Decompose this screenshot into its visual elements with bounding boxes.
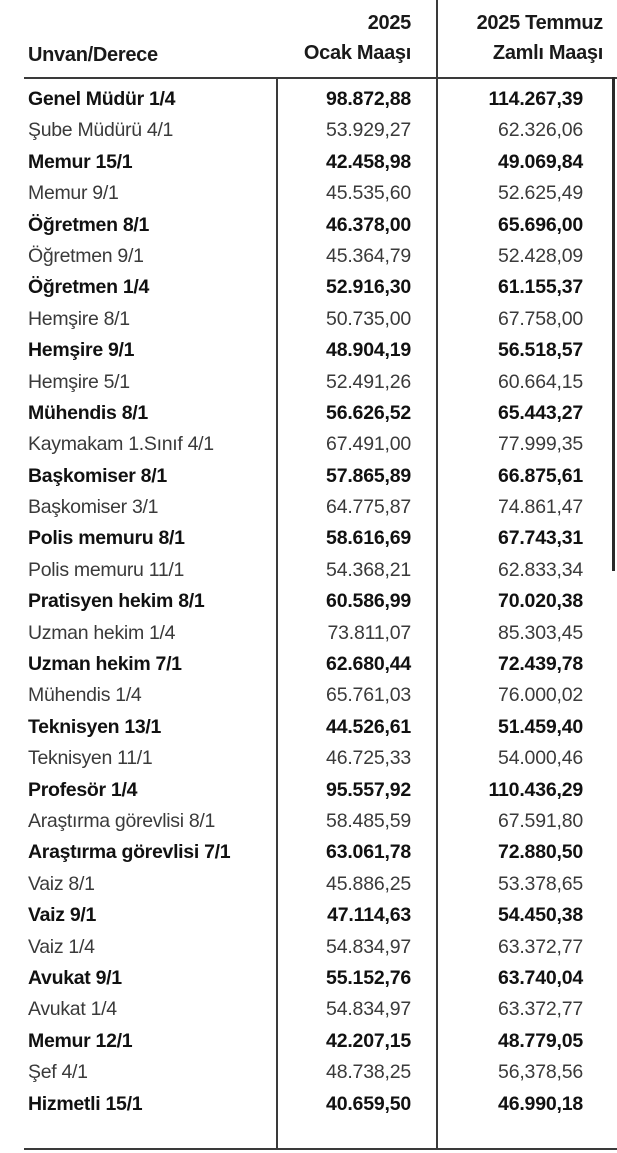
row-title: Hizmetli 15/1	[28, 1092, 143, 1115]
row-ocak-salary: 47.114,63	[327, 904, 411, 927]
table-row	[0, 177, 617, 208]
row-title: Kaymakam 1.Sınıf 4/1	[28, 433, 214, 456]
row-title: Teknisyen 11/1	[28, 747, 153, 770]
table-row	[0, 774, 617, 805]
row-temmuz-salary: 52.428,09	[498, 244, 583, 267]
row-title: Şube Müdürü 4/1	[28, 119, 174, 142]
row-title: Hemşire 9/1	[28, 339, 135, 362]
row-temmuz-salary: 53.378,65	[498, 872, 583, 895]
row-ocak-salary: 58.616,69	[326, 527, 411, 550]
row-title: Öğretmen 1/4	[28, 276, 150, 299]
row-ocak-salary: 63.061,78	[326, 841, 411, 864]
row-ocak-salary: 46.378,00	[326, 213, 411, 236]
header-name-label: Unvan/Derece	[28, 44, 158, 66]
row-title: Profesör 1/4	[28, 778, 138, 801]
row-title: Memur 9/1	[28, 182, 119, 205]
row-title: Öğretmen 9/1	[28, 244, 144, 267]
row-ocak-salary: 54.834,97	[326, 998, 411, 1021]
header-temmuz-column	[477, 8, 603, 68]
row-title: Vaiz 9/1	[28, 904, 97, 927]
row-temmuz-salary: 63.372,77	[498, 998, 583, 1021]
table-row	[0, 585, 617, 616]
row-ocak-salary: 62.680,44	[326, 653, 411, 676]
header-ocak-line1: 2025	[367, 12, 411, 34]
header-temmuz-line1: 2025 Temmuz	[476, 12, 603, 34]
row-title: Şef 4/1	[28, 1061, 88, 1084]
row-temmuz-salary: 72.439,78	[498, 653, 583, 676]
table-row	[0, 836, 617, 867]
row-ocak-salary: 57.865,89	[326, 464, 411, 487]
row-temmuz-salary: 63.740,04	[498, 966, 583, 989]
row-ocak-salary: 45.535,60	[326, 182, 411, 205]
row-temmuz-salary: 49.069,84	[498, 150, 583, 173]
row-temmuz-salary: 76.000,02	[498, 684, 583, 707]
row-ocak-salary: 45.886,25	[326, 872, 411, 895]
table-row	[0, 460, 617, 491]
row-temmuz-salary: 54.450,38	[498, 904, 583, 927]
table-row	[0, 491, 617, 522]
row-ocak-salary: 46.725,33	[326, 747, 411, 770]
header-temmuz-line2: Zamlı Maaşı	[492, 42, 603, 64]
row-title: Uzman hekim 7/1	[28, 653, 182, 676]
row-temmuz-salary: 52.625,49	[498, 182, 583, 205]
row-ocak-salary: 44.526,61	[326, 715, 411, 738]
table-row	[0, 711, 617, 742]
row-temmuz-salary: 60.664,15	[498, 370, 583, 393]
row-title: Memur 12/1	[28, 1029, 133, 1052]
table-row	[0, 648, 617, 679]
row-temmuz-salary: 85.303,45	[498, 621, 583, 644]
row-ocak-salary: 64.775,87	[326, 496, 411, 519]
row-title: Vaiz 8/1	[28, 872, 95, 895]
table-row	[0, 554, 617, 585]
row-title: Avukat 9/1	[28, 966, 122, 989]
row-temmuz-salary: 74.861,47	[498, 496, 583, 519]
table-row	[0, 1025, 617, 1056]
row-ocak-salary: 53.929,27	[326, 119, 411, 142]
table-row	[0, 209, 617, 240]
table-row	[0, 962, 617, 993]
row-title: Vaiz 1/4	[28, 935, 95, 958]
row-ocak-salary: 55.152,76	[326, 966, 411, 989]
row-temmuz-salary: 63.372,77	[498, 935, 583, 958]
table-row	[0, 428, 617, 459]
row-title: Uzman hekim 1/4	[28, 621, 176, 644]
row-title: Memur 15/1	[28, 150, 133, 173]
row-title: Başkomiser 8/1	[28, 464, 167, 487]
row-ocak-salary: 48.904,19	[326, 339, 411, 362]
table-row	[0, 805, 617, 836]
header-ocak-column	[304, 8, 411, 68]
row-temmuz-salary: 70.020,38	[498, 590, 583, 613]
row-temmuz-salary: 67.758,00	[498, 307, 583, 330]
row-temmuz-salary: 110.436,29	[488, 778, 583, 801]
row-title: Pratisyen hekim 8/1	[28, 590, 205, 613]
footer-divider	[24, 1148, 617, 1150]
row-title: Hemşire 8/1	[28, 307, 130, 330]
row-temmuz-salary: 54.000,46	[498, 747, 583, 770]
row-title: Hemşire 5/1	[28, 370, 130, 393]
table-row	[0, 899, 617, 930]
row-temmuz-salary: 67.743,31	[498, 527, 583, 550]
table-row	[0, 993, 617, 1024]
row-title: Başkomiser 3/1	[28, 496, 159, 519]
row-ocak-salary: 40.659,50	[326, 1092, 411, 1115]
row-ocak-salary: 54.834,97	[326, 935, 411, 958]
table-row	[0, 931, 617, 962]
row-ocak-salary: 45.364,79	[326, 244, 411, 267]
row-temmuz-salary: 61.155,37	[498, 276, 583, 299]
row-ocak-salary: 54.368,21	[326, 558, 411, 581]
row-temmuz-salary: 56,378,56	[498, 1061, 583, 1084]
row-ocak-salary: 95.557,92	[326, 778, 411, 801]
row-temmuz-salary: 72.880,50	[498, 841, 583, 864]
table-row	[0, 271, 617, 302]
row-ocak-salary: 48.738,25	[326, 1061, 411, 1084]
row-title: Araştırma görevlisi 8/1	[28, 809, 216, 832]
row-ocak-salary: 52.916,30	[326, 276, 411, 299]
table-row	[0, 868, 617, 899]
table-row	[0, 397, 617, 428]
header-ocak-line2: Ocak Maaşı	[303, 42, 411, 64]
table-row	[0, 522, 617, 553]
row-temmuz-salary: 65.443,27	[498, 401, 583, 424]
row-ocak-salary: 65.761,03	[326, 684, 411, 707]
table-row	[0, 240, 617, 271]
row-title: Öğretmen 8/1	[28, 213, 150, 236]
row-title: Genel Müdür 1/4	[28, 88, 176, 110]
row-ocak-salary: 52.491,26	[326, 370, 411, 393]
row-title: Polis memuru 11/1	[28, 558, 185, 581]
row-temmuz-salary: 46.990,18	[498, 1092, 583, 1115]
row-title: Araştırma görevlisi 7/1	[28, 841, 231, 864]
row-title: Avukat 1/4	[28, 998, 117, 1021]
row-ocak-salary: 67.491,00	[326, 433, 411, 456]
table-row	[0, 1056, 617, 1087]
row-title: Mühendis 8/1	[28, 401, 148, 424]
row-temmuz-salary: 62.833,34	[498, 558, 583, 581]
table-row	[0, 83, 617, 114]
row-temmuz-salary: 65.696,00	[498, 213, 583, 236]
table-row	[0, 114, 617, 145]
table-row	[0, 334, 617, 365]
row-title: Teknisyen 13/1	[28, 715, 162, 738]
row-ocak-salary: 58.485,59	[326, 809, 411, 832]
header-divider	[24, 77, 617, 79]
row-title: Mühendis 1/4	[28, 684, 142, 707]
table-row	[0, 742, 617, 773]
row-ocak-salary: 98.872,88	[326, 88, 411, 110]
row-ocak-salary: 50.735,00	[326, 307, 411, 330]
table-row	[0, 303, 617, 334]
table-row	[0, 617, 617, 648]
table-body	[0, 83, 617, 1119]
row-ocak-salary: 56.626,52	[326, 401, 411, 424]
row-temmuz-salary: 66.875,61	[498, 464, 583, 487]
table-row	[0, 366, 617, 397]
table-row	[0, 679, 617, 710]
table-row	[0, 1088, 617, 1119]
table-row	[0, 146, 617, 177]
row-temmuz-salary: 62.326,06	[498, 119, 583, 142]
row-temmuz-salary: 77.999,35	[498, 433, 583, 456]
row-title: Polis memuru 8/1	[28, 527, 185, 550]
row-ocak-salary: 42.458,98	[326, 150, 411, 173]
row-ocak-salary: 42.207,15	[326, 1029, 411, 1052]
row-temmuz-salary: 114.267,39	[488, 88, 583, 110]
row-temmuz-salary: 56.518,57	[498, 339, 583, 362]
row-ocak-salary: 73.811,07	[327, 621, 411, 644]
row-temmuz-salary: 48.779,05	[498, 1029, 583, 1052]
row-temmuz-salary: 51.459,40	[498, 715, 583, 738]
row-temmuz-salary: 67.591,80	[498, 809, 583, 832]
row-ocak-salary: 60.586,99	[326, 590, 411, 613]
table-header	[0, 0, 617, 84]
